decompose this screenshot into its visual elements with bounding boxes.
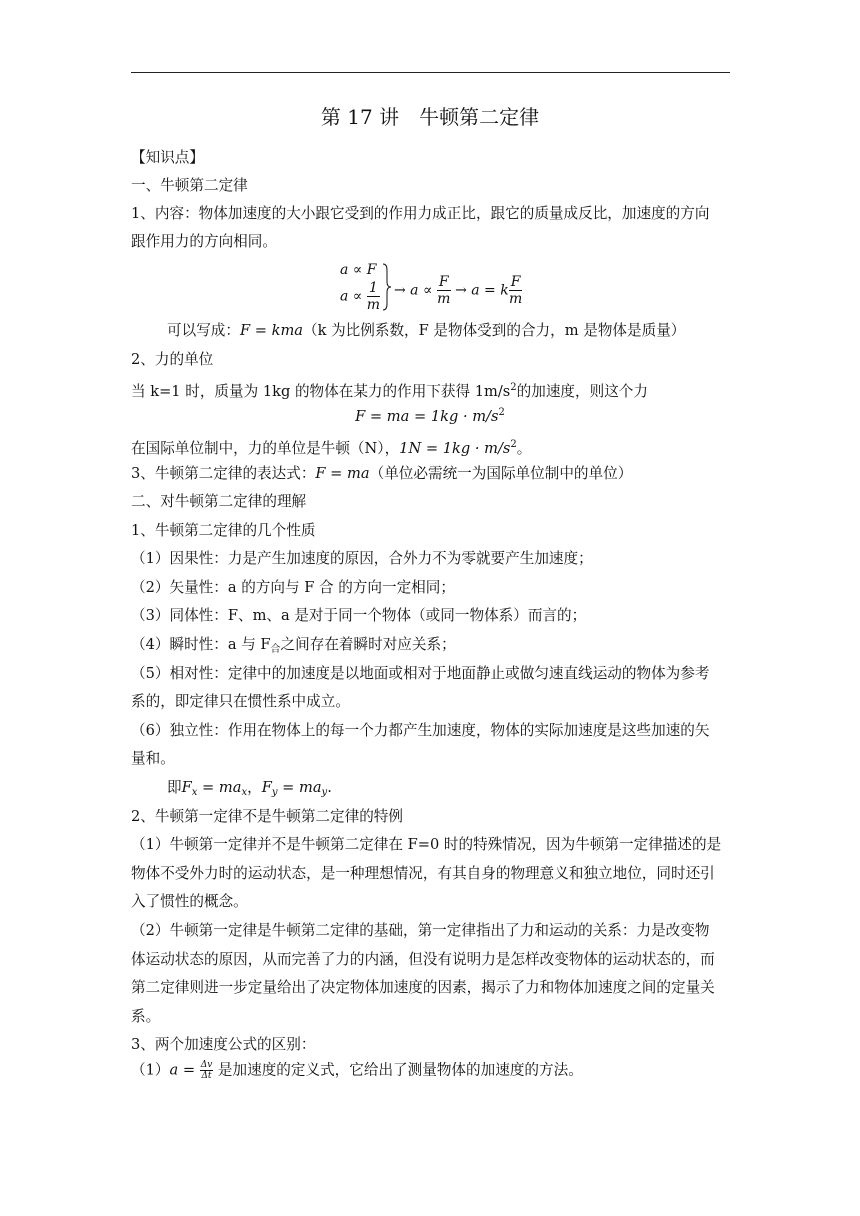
paragraph-line: 跟作用力的方向相同。 (131, 233, 277, 250)
fraction: $\frac{1}{m}$ (366, 280, 381, 313)
paragraph-line: （6）独立性：作用在物体上的每一个力都产生加速度，物体的实际加速度是这些加速的矢 (131, 722, 710, 739)
paragraph-line: 系的，即定律只在惯性系中成立。 (131, 693, 350, 710)
paragraph-line: （1）因果性：力是产生加速度的原因，合外力不为零就要产生加速度； (131, 550, 593, 567)
paragraph-line: 当 k=1 时，质量为 1kg 的物体在某力的作用下获得 $1m/s^2$的加速度，则这个力 (131, 382, 648, 400)
fraction: $\frac{F}{m}$ (437, 274, 451, 307)
formula-row-1: a ∝ F (340, 262, 377, 278)
paragraph-line: 可以写成：F = kma（k 为比例系数，F 是物体受到的合力，m 是物体是质量） (167, 322, 686, 339)
heading-2: 1、牛顿第二定律的几个性质 (131, 522, 316, 539)
heading-2: 3、两个加速度公式的区别： (131, 1036, 316, 1053)
paragraph-line: （5）相对性：定律中的加速度是以地面或相对于地面静止或做匀速直线运动的物体为参考 (131, 665, 710, 682)
proportionality-formula (338, 262, 538, 312)
fraction: $\frac{F}{m}$ (508, 274, 523, 307)
formula-line: 即$F_x = ma_x$，$F_y = ma_y$. (167, 779, 332, 798)
paragraph-line: 体运动状态的原因，从而完善了力的内涵，但没有说明力是怎样改变物体的运动状态的，而 (131, 951, 715, 968)
paragraph-line: 1、内容：物体加速度的大小跟它受到的作用力成正比，跟它的质量成反比，加速度的方向 (131, 205, 710, 222)
paragraph-line: 入了惯性的概念。 (131, 893, 248, 910)
heading-1: 二、对牛顿第二定律的理解 (131, 493, 307, 510)
paragraph-line: （4）瞬时性：a 与 $F_合$之间存在着瞬时对应关系； (131, 636, 456, 655)
paragraph-line: （1）a = $\frac{\Delta v}{\Delta t}$ 是加速度的定义式，它给出了测量物体的加速度的方法。 (131, 1060, 583, 1081)
page-title: 第 17 讲 牛顿第二定律 (320, 105, 540, 129)
header-rule (131, 72, 730, 73)
paragraph-line: 在国际单位制中，力的单位是牛顿（N），$1N = 1kg \cdot m/s^2$。 (131, 439, 532, 457)
paragraph-line: 量和。 (131, 750, 175, 767)
formula-row-2: a ∝ $\frac{1}{m}$ (340, 280, 381, 313)
formula-right: → a ∝ $\frac{F}{m}$ → a = k $\frac{F}{m}$ (394, 274, 523, 307)
paragraph-line: （1）牛顿第一定律并不是牛顿第二定律在 F=0 时的特殊情况，因为牛顿第一定律描述的是 (131, 836, 722, 853)
section-label: 【知识点】 (131, 149, 204, 166)
paragraph-line: 系。 (131, 1008, 161, 1025)
paragraph-line: 3、牛顿第二定律的表达式：F = ma（单位必需统一为国际单位制中的单位） (131, 465, 633, 482)
heading-2: 2、牛顿第一定律不是牛顿第二定律的特例 (131, 808, 403, 825)
paragraph-line: 第二定律则进一步定量给出了决定物体加速度的因素，揭示了力和物体加速度之间的定量关 (131, 979, 715, 996)
paragraph-line: （3）同体性：F、m、a 是对于同一个物体（或同一物体系）而言的； (131, 607, 587, 624)
paragraph-line: 物体不受外力时的运动状态，是一种理想情况，有其自身的物理意义和独立地位，同时还引 (131, 865, 715, 882)
paragraph-line: （2）牛顿第一定律是牛顿第二定律的基础，第一定律指出了力和运动的关系：力是改变物 (131, 922, 710, 939)
formula-line: F = ma = $1kg \cdot m/s^2$ (355, 407, 505, 425)
fraction: $\frac{\Delta v}{\Delta t}$ (200, 1060, 213, 1081)
right-brace-icon (382, 262, 392, 312)
paragraph-line: （2）矢量性：a 的方向与 F 合 的方向一定相同； (131, 579, 455, 596)
heading-1: 一、牛顿第二定律 (131, 177, 248, 194)
heading-2: 2、力的单位 (131, 351, 214, 368)
